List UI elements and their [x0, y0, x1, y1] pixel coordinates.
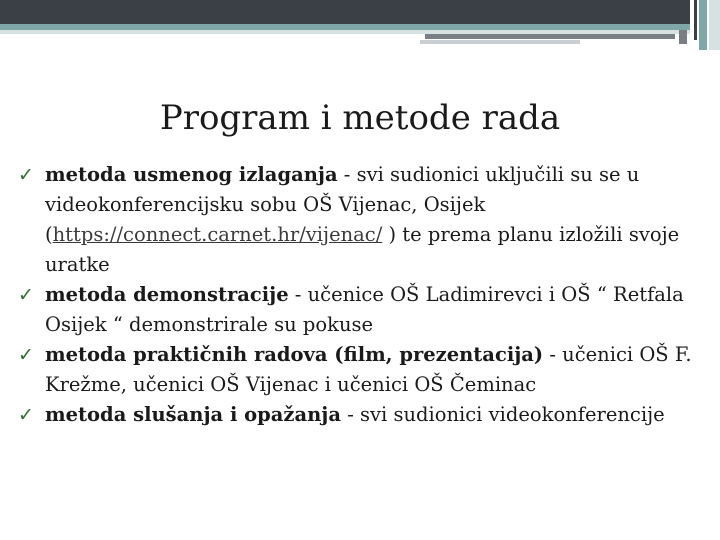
method-description-end: ) te prema planu izložili svoje uratke [45, 223, 680, 276]
checkmark-icon: ✓ [18, 344, 34, 366]
checkmark-icon: ✓ [18, 284, 34, 306]
header-bar-corner [679, 30, 687, 44]
method-term: metoda demonstracije [45, 283, 289, 306]
bullet-list [18, 160, 698, 430]
corner-bar-teal [699, 0, 707, 50]
header-bar-accent-thin [420, 40, 580, 44]
checkmark-icon: ✓ [18, 164, 34, 186]
method-description: - svi sudionici uključili su se u videokonferencijsku sobu OŠ Vijenac, Osijek ( [45, 163, 640, 246]
list-item [18, 340, 698, 400]
header-bar-dark [0, 0, 690, 24]
checkmark-icon: ✓ [18, 404, 34, 426]
slide-title: Program i metode rada [159, 97, 561, 138]
method-description: - učenice OŠ Ladimirevci i OŠ “ Retfala Osijek “ demonstrirale su pokuse [45, 283, 684, 336]
method-term: metoda praktičnih radova (film, prezentacija) [45, 343, 544, 366]
method-description: - svi sudionici videokonferencije [341, 403, 665, 426]
method-description: - učenici OŠ F. Krežme, učenici OŠ Vijenac i učenici OŠ Čeminac [45, 343, 692, 396]
corner-bar-dark [694, 0, 697, 40]
list-item [18, 160, 698, 280]
list-item [18, 280, 698, 340]
vijenac-link[interactable]: https://connect.carnet.hr/vijenac/ [52, 223, 383, 246]
corner-bar-light [709, 0, 720, 50]
list-item [18, 400, 698, 430]
method-term: metoda slušanja i opažanja [45, 403, 341, 426]
method-term: metoda usmenog izlaganja [45, 163, 338, 186]
header-bar-accent [425, 34, 675, 39]
